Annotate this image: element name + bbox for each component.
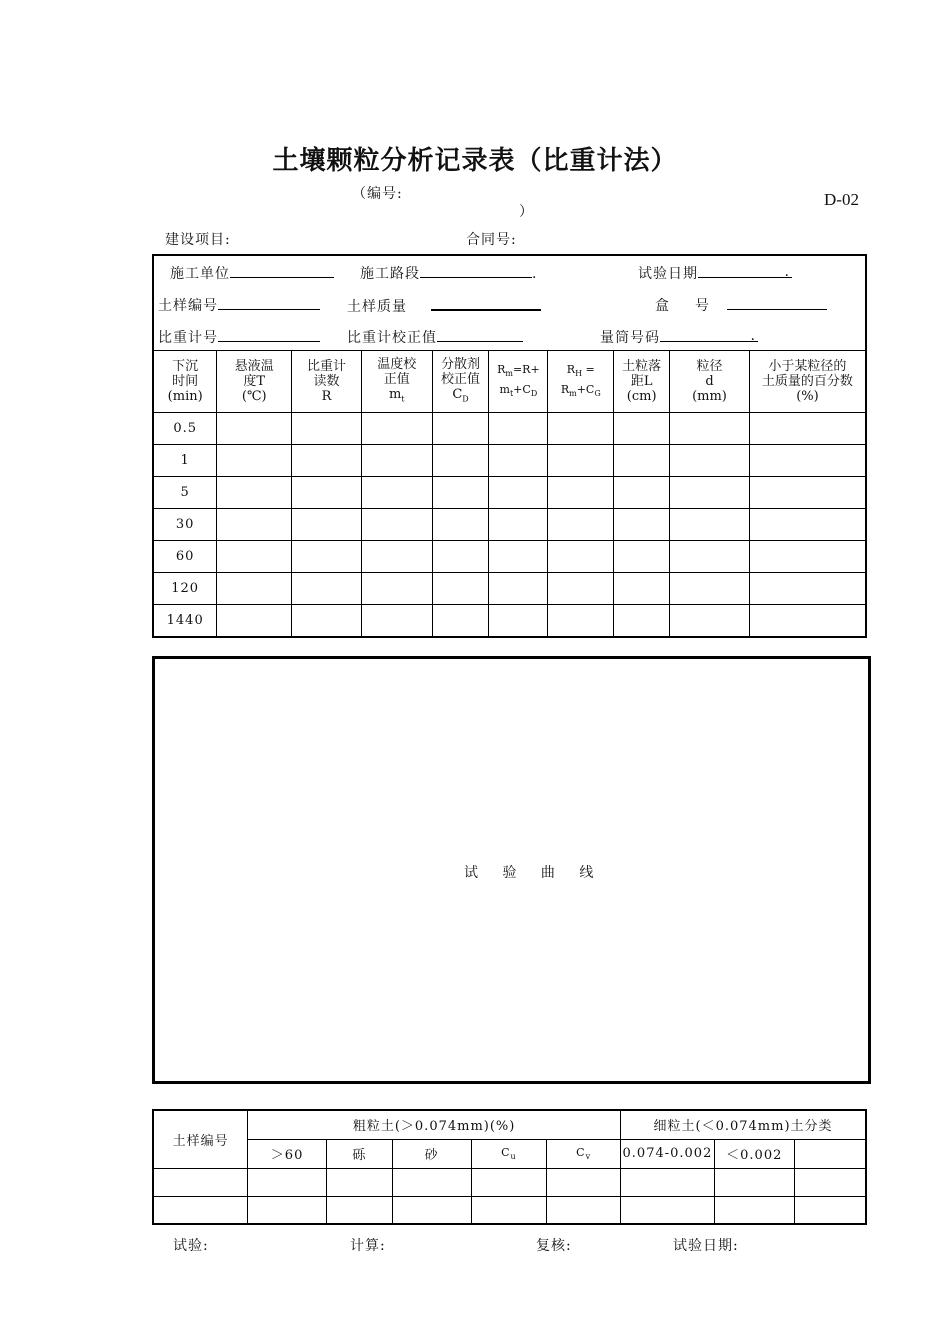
col-rh: $R_H$ = $R_m+C_G$ — [548, 351, 614, 413]
col-gravel: 砾 — [326, 1139, 392, 1168]
contract-label: 合同号: — [466, 232, 517, 248]
col-class — [794, 1139, 866, 1168]
sedimentation-table — [152, 350, 867, 638]
test-date-dot: . — [784, 264, 790, 280]
reviewer-label: 复核: — [536, 1238, 572, 1254]
table-row — [153, 445, 866, 477]
hydrometer-no-field[interactable] — [218, 327, 320, 342]
hydrometer-no-label: 比重计号 — [158, 330, 218, 346]
hydrometer-correction-field[interactable] — [437, 327, 523, 342]
doc-id: D-02 — [824, 190, 859, 209]
time-cell: 30 — [153, 509, 217, 541]
time-cell: 1 — [153, 445, 217, 477]
coarse-header: 粗粒土(＞0.074mm)(%) — [248, 1110, 621, 1139]
time-cell: 5 — [153, 477, 217, 509]
sample-mass-label: 土样质量 — [347, 299, 407, 315]
time-cell: 1440 — [153, 605, 217, 637]
time-cell: 120 — [153, 573, 217, 605]
table-row — [153, 413, 866, 445]
sample-no-header: 土样编号 — [153, 1110, 248, 1168]
construction-unit-label: 施工单位 — [170, 266, 230, 282]
sample-no-label: 土样编号 — [158, 298, 218, 314]
col-settle-time: 下沉 时间 (min) — [153, 351, 217, 413]
col-dispersant-correction: 分散剂 校正值 $C_D$ — [432, 351, 489, 413]
tester-label: 试验: — [173, 1238, 209, 1254]
col-clay: ＜0.002 — [714, 1139, 794, 1168]
col-particle-size: 粒径 d (mm) — [670, 351, 750, 413]
col-rm: $R_m=R+$ $m_t+C_D$ — [489, 351, 548, 413]
curve-label: 试 验 曲 线 — [464, 865, 604, 881]
page-title: 土壤颗粒分析记录表（比重计法） — [272, 146, 678, 176]
road-section-field[interactable] — [420, 263, 532, 278]
col-fall-distance: 土粒落 距L (cm) — [614, 351, 670, 413]
table-row — [153, 477, 866, 509]
code-label: （编号: — [352, 186, 403, 202]
cylinder-no-field[interactable] — [660, 327, 758, 342]
col-cv: $C_v$ — [547, 1139, 621, 1168]
construction-unit-field[interactable] — [230, 263, 334, 278]
col-cu: $C_u$ — [471, 1139, 547, 1168]
table-row — [153, 509, 866, 541]
code-close: ） — [519, 204, 534, 220]
col-percent-finer: 小于某粒径的 土质量的百分数 (%) — [749, 351, 866, 413]
fine-header: 细粒土(＜0.074mm)土分类 — [621, 1110, 866, 1139]
road-section-label: 施工路段 — [360, 266, 420, 282]
table-row — [153, 541, 866, 573]
sample-no-field[interactable] — [218, 295, 320, 310]
col-temperature: 悬液温 度T (℃) — [217, 351, 292, 413]
calculator-label: 计算: — [350, 1238, 386, 1254]
col-sand: 砂 — [392, 1139, 471, 1168]
box-no-label: 盒 号 — [655, 298, 715, 314]
table-row — [153, 573, 866, 605]
road-section-dot: . — [532, 266, 538, 282]
col-temp-correction: 温度校 正值 $m_t$ — [361, 351, 432, 413]
time-cell: 60 — [153, 541, 217, 573]
table-row — [153, 1196, 866, 1224]
table-row — [153, 1168, 866, 1196]
table-row — [153, 605, 866, 637]
project-label: 建设项目: — [165, 232, 231, 248]
cylinder-no-dot: . — [750, 328, 756, 344]
table-header-row — [153, 351, 866, 413]
time-cell: 0.5 — [153, 413, 217, 445]
col-reading: 比重计 读数 R — [292, 351, 362, 413]
hydrometer-correction-label: 比重计校正值 — [347, 330, 437, 346]
box-no-field[interactable] — [727, 295, 827, 310]
col-gt60: ＞60 — [248, 1139, 327, 1168]
cylinder-no-label: 量筒号码 — [600, 330, 660, 346]
col-silt: 0.074-0.002 — [621, 1139, 715, 1168]
sample-mass-field[interactable] — [431, 295, 541, 311]
test-date-label: 试验日期 — [638, 266, 698, 282]
test-date-field[interactable] — [698, 263, 792, 278]
classification-table — [152, 1109, 867, 1225]
footer-date-label: 试验日期: — [673, 1238, 739, 1254]
